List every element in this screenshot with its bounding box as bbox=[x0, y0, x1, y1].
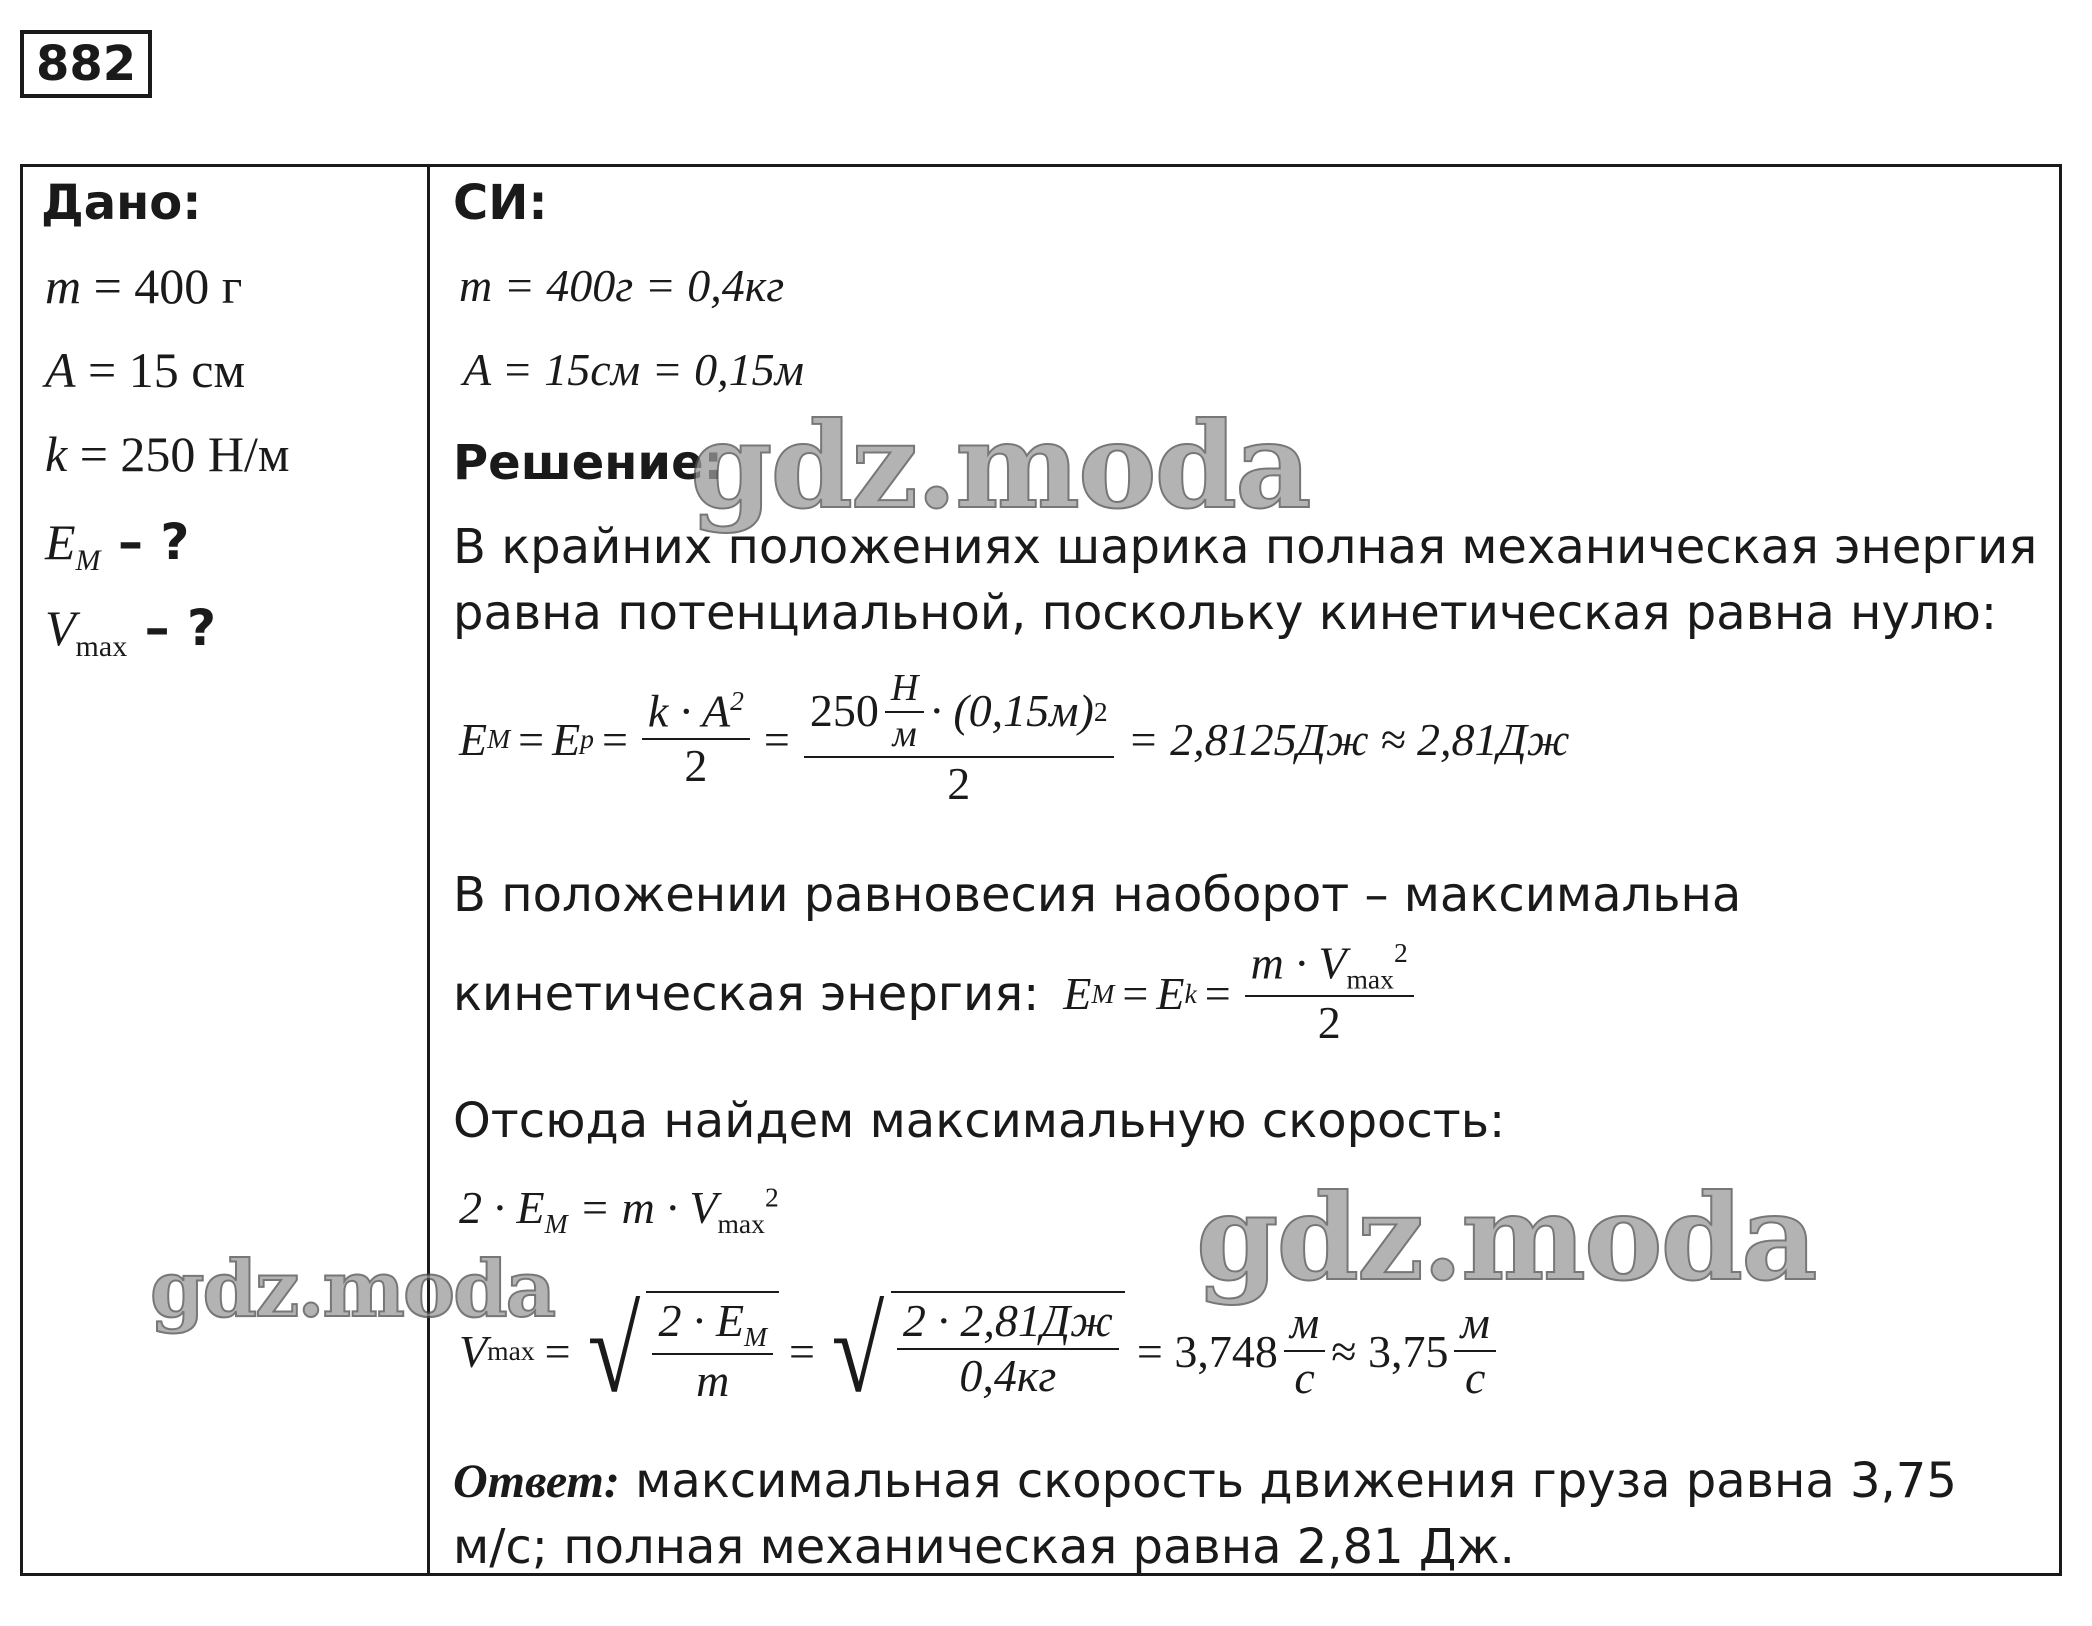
exponent: 2 bbox=[730, 685, 744, 717]
formula-sub: М bbox=[1091, 977, 1115, 1009]
unit-denominator: м bbox=[892, 712, 917, 755]
fraction-denominator: 2 bbox=[1317, 997, 1341, 1049]
given-sub: М bbox=[75, 544, 101, 577]
unit-denominator: с bbox=[1464, 1352, 1486, 1403]
radical-icon: √ bbox=[587, 1284, 640, 1417]
given-sub: max bbox=[75, 630, 128, 663]
solution-text: В крайних положениях шарика полная механическая энергия bbox=[453, 519, 2038, 575]
fraction bbox=[804, 667, 1114, 811]
solution-text: равна потенциальной, поскольку кинетическая равна нулю: bbox=[453, 585, 1998, 641]
equals-sign: = bbox=[1122, 968, 1149, 1020]
fraction-numerator: 250 bbox=[809, 685, 879, 737]
fraction-denominator: 2 bbox=[684, 740, 708, 792]
formula-sub: max bbox=[1346, 963, 1394, 995]
answer-text: максимальная скорость движения груза равна 3,75 bbox=[635, 1453, 1957, 1509]
exponent: 2 bbox=[764, 1181, 779, 1213]
fraction-numerator: 2 · E bbox=[658, 1295, 745, 1346]
square-root bbox=[825, 1284, 1125, 1417]
formula-term: E bbox=[1156, 968, 1185, 1020]
fraction-numerator: 2 · 2,81Дж bbox=[897, 1295, 1119, 1350]
formula-sub: max bbox=[487, 1335, 535, 1366]
fraction-numerator: · (0,15м) bbox=[930, 685, 1094, 737]
solution-table bbox=[20, 164, 2062, 1576]
si-amplitude: A = 15см = 0,15м bbox=[463, 344, 804, 395]
si-header: СИ: bbox=[453, 175, 548, 231]
answer-line bbox=[453, 1453, 1957, 1509]
problem-number: 882 bbox=[20, 30, 152, 98]
formula-term: E bbox=[552, 713, 581, 765]
unknown-mark: – ? bbox=[127, 599, 217, 657]
formula-sub: М bbox=[487, 723, 511, 755]
unit-denominator: с bbox=[1294, 1352, 1315, 1403]
formula-result: = 3,748 bbox=[1136, 1325, 1278, 1377]
formula-sub: p bbox=[580, 723, 594, 755]
given-var: E bbox=[45, 514, 76, 570]
given-header: Дано: bbox=[41, 175, 202, 231]
solution-header: Решение: bbox=[453, 435, 723, 491]
unit-numerator: Н bbox=[885, 667, 924, 713]
formula-sub: М bbox=[744, 1321, 768, 1353]
fraction-denominator: 2 bbox=[947, 758, 971, 810]
given-stiffness bbox=[45, 425, 290, 483]
formula-relation bbox=[459, 1181, 779, 1240]
formula-energy bbox=[459, 667, 1570, 811]
watermark: gdz.moda bbox=[690, 396, 1310, 535]
given-mass bbox=[45, 257, 242, 315]
equals-sign: = bbox=[601, 713, 628, 765]
watermark: gdz.moda bbox=[1196, 1168, 1816, 1307]
given-var: A bbox=[45, 342, 76, 398]
equals-sign: = bbox=[518, 713, 545, 765]
unit-fraction bbox=[885, 667, 924, 756]
fraction bbox=[642, 685, 750, 793]
unknown-velocity bbox=[45, 599, 216, 664]
equals-sign: = bbox=[789, 1325, 815, 1377]
formula-kinetic bbox=[453, 937, 1420, 1050]
column-divider bbox=[427, 167, 430, 1573]
solution-text: кинетическая энергия: bbox=[453, 965, 1040, 1022]
unknown-energy bbox=[45, 513, 189, 578]
given-value: = 400 г bbox=[81, 258, 243, 314]
square-root bbox=[581, 1284, 779, 1417]
answer-label: Ответ: bbox=[453, 1455, 620, 1508]
formula-result: = 2,8125Дж ≈ 2,81Дж bbox=[1127, 713, 1570, 765]
fraction bbox=[1245, 937, 1414, 1050]
radical-icon: √ bbox=[831, 1284, 885, 1417]
answer-text: м/с; полная механическая равна 2,81 Дж. bbox=[453, 1519, 1515, 1575]
formula-sub: k bbox=[1184, 977, 1197, 1009]
given-value: = 250 Н/м bbox=[67, 426, 290, 482]
equals-sign: = bbox=[1204, 968, 1231, 1020]
formula-result: ≈ 3,75 bbox=[1331, 1325, 1449, 1377]
formula-term: E bbox=[1063, 968, 1092, 1020]
solution-text: В положении равновесия наоборот – максимальна bbox=[453, 867, 1742, 923]
formula-sub: М bbox=[544, 1208, 568, 1240]
given-var: k bbox=[45, 426, 68, 482]
unit-fraction bbox=[1454, 1297, 1495, 1405]
formula-term: = m · V bbox=[579, 1182, 718, 1233]
exponent: 2 bbox=[1393, 937, 1408, 968]
given-var: V bbox=[45, 600, 76, 656]
fraction-numerator: m · V bbox=[1250, 937, 1347, 989]
formula-velocity bbox=[459, 1284, 1502, 1417]
unknown-mark: – ? bbox=[100, 513, 190, 571]
solution-text: Отсюда найдем максимальную скорость: bbox=[453, 1093, 1506, 1149]
fraction-denominator: 0,4кг bbox=[959, 1349, 1057, 1401]
equals-sign: = bbox=[763, 713, 790, 765]
equals-sign: = bbox=[544, 1325, 571, 1377]
si-mass: m = 400г = 0,4кг bbox=[459, 260, 785, 311]
fraction-numerator: k · A bbox=[647, 685, 731, 737]
fraction-denominator: m bbox=[696, 1354, 730, 1406]
given-var: m bbox=[45, 258, 82, 314]
exponent: 2 bbox=[1093, 695, 1108, 727]
given-value: = 15 см bbox=[75, 342, 246, 398]
given-amplitude bbox=[45, 341, 245, 399]
unit-fraction bbox=[1284, 1297, 1325, 1405]
watermark: gdz.moda bbox=[150, 1244, 555, 1335]
unit-numerator: м bbox=[1284, 1297, 1325, 1352]
formula-term: 2 · E bbox=[459, 1182, 545, 1233]
formula-term: V bbox=[459, 1325, 488, 1377]
formula-sub: max bbox=[717, 1208, 765, 1240]
unit-numerator: м bbox=[1454, 1297, 1495, 1352]
formula-term: E bbox=[459, 713, 488, 765]
